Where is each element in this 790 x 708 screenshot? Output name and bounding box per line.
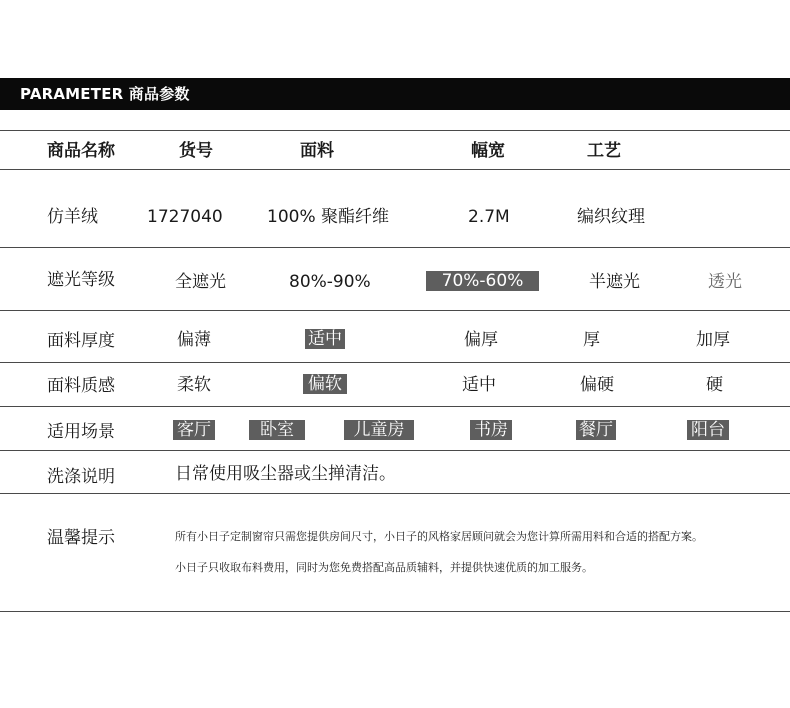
- washing-label: 洗涤说明: [47, 467, 115, 487]
- rule-thickness-bottom: [0, 362, 790, 363]
- header-craft: 工艺: [587, 141, 621, 161]
- thickness-option-selected: 适中: [305, 329, 345, 349]
- product-fabric: 100% 聚酯纤维: [267, 207, 390, 227]
- thickness-option: 偏厚: [464, 330, 498, 350]
- rule-texture-bottom: [0, 406, 790, 407]
- shading-option: 透光: [708, 272, 742, 292]
- scene-tag: 书房: [470, 420, 512, 440]
- texture-option: 偏硬: [580, 375, 614, 395]
- shading-option-selected: 70%-60%: [426, 271, 539, 291]
- shading-option: 半遮光: [589, 272, 640, 292]
- banner-title: PARAMETER 商品参数: [20, 85, 190, 103]
- rule-product-bottom: [0, 247, 790, 248]
- texture-label: 面料质感: [47, 376, 115, 396]
- scene-tag: 阳台: [687, 420, 729, 440]
- product-craft: 编织纹理: [577, 207, 645, 227]
- scene-tag: 客厅: [173, 420, 215, 440]
- product-name: 仿羊绒: [47, 207, 98, 227]
- header-fabric: 面料: [300, 141, 334, 161]
- shading-option: 全遮光: [175, 272, 226, 292]
- header-width: 幅宽: [471, 141, 505, 161]
- rule-washing-bottom: [0, 493, 790, 494]
- product-width: 2.7M: [468, 207, 510, 227]
- texture-option: 柔软: [177, 375, 211, 395]
- texture-option: 适中: [462, 375, 496, 395]
- product-code: 1727040: [147, 207, 223, 227]
- thickness-option: 偏薄: [177, 330, 211, 350]
- texture-option-selected: 偏软: [303, 374, 347, 394]
- scenes-label: 适用场景: [47, 422, 115, 442]
- tips-label: 温馨提示: [47, 528, 115, 548]
- washing-text: 日常使用吸尘器或尘掸清洁。: [175, 464, 396, 484]
- rule-tips-bottom: [0, 611, 790, 612]
- scene-tag: 儿童房: [344, 420, 414, 440]
- header-item-number: 货号: [179, 141, 213, 161]
- rule-header-bottom: [0, 169, 790, 170]
- thickness-option: 加厚: [696, 330, 730, 350]
- parameter-banner: [0, 78, 790, 110]
- thickness-label: 面料厚度: [47, 331, 115, 351]
- rule-shading-bottom: [0, 310, 790, 311]
- shading-label: 遮光等级: [47, 270, 115, 290]
- texture-option: 硬: [706, 375, 723, 395]
- scene-tag: 卧室: [249, 420, 305, 440]
- shading-option: 80%-90%: [289, 272, 371, 292]
- rule-scenes-bottom: [0, 450, 790, 451]
- header-product-name: 商品名称: [47, 141, 115, 161]
- rule-top: [0, 130, 790, 131]
- scene-tag: 餐厅: [576, 420, 616, 440]
- tips-line-2: 小日子只收取布料费用，同时为您免费搭配高品质辅料，并提供快速优质的加工服务。: [175, 561, 593, 574]
- thickness-option: 厚: [583, 330, 600, 350]
- tips-line-1: 所有小日子定制窗帘只需您提供房间尺寸，小日子的风格家居顾问就会为您计算所需用料和合适的搭配方案。: [175, 530, 703, 543]
